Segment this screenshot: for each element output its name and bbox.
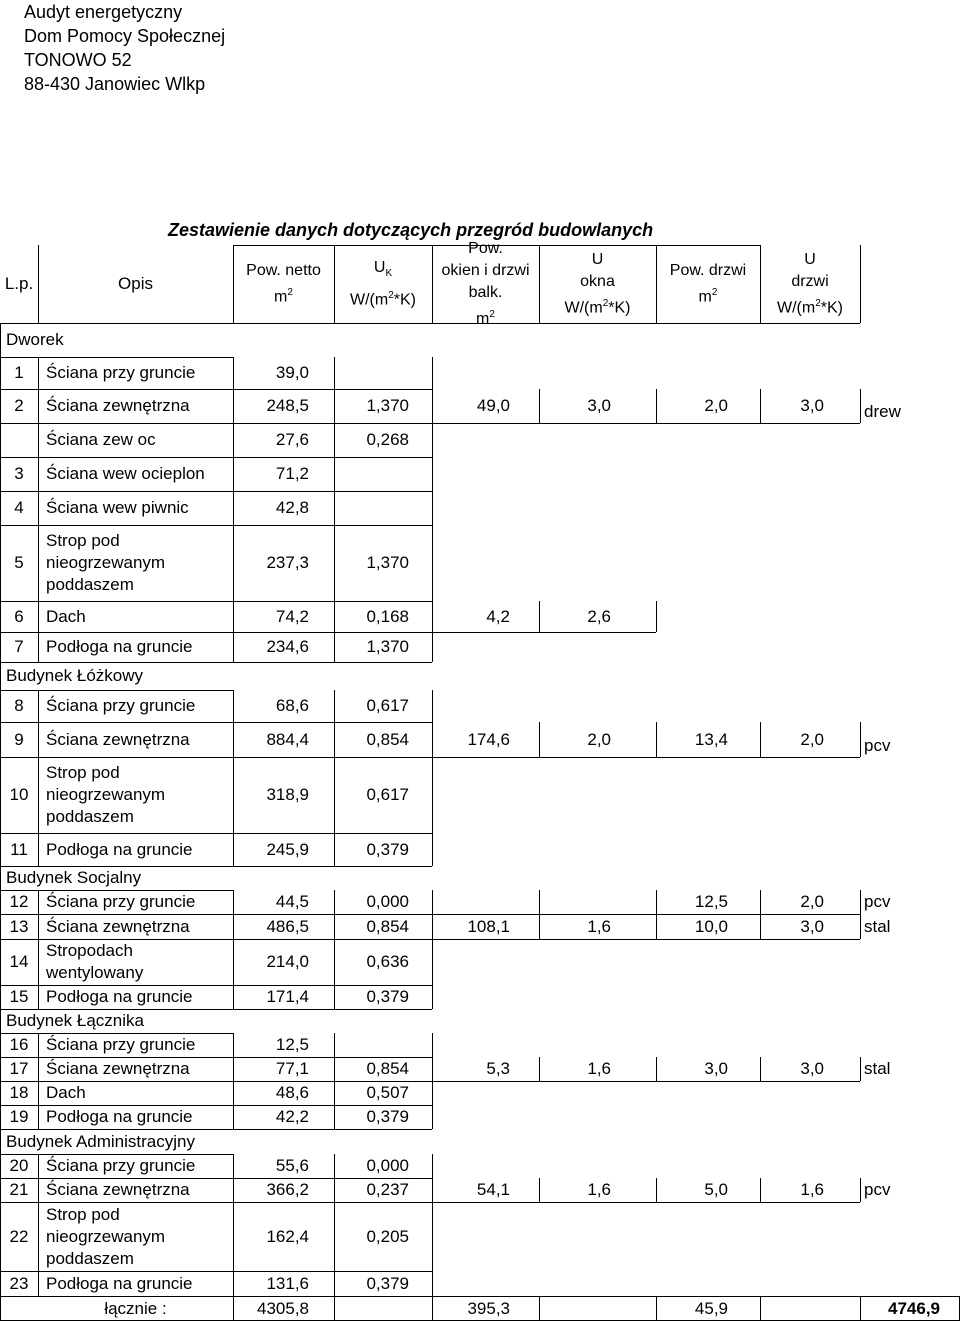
column-border xyxy=(760,914,761,939)
row-pow-okien: 54,1 xyxy=(476,1180,510,1199)
column-border xyxy=(432,757,433,833)
row-pow-drzwi: 12,5 xyxy=(694,892,728,911)
column-border xyxy=(334,1081,335,1105)
column-border xyxy=(334,985,335,1009)
row-opis: Ściana zew oc xyxy=(46,430,156,449)
column-border xyxy=(656,601,657,632)
row-material: stal xyxy=(864,916,891,936)
column-border xyxy=(539,601,540,632)
row-opis: Dach xyxy=(46,606,86,626)
column-border xyxy=(432,1271,433,1296)
row-opis-line: nieogrzewanym xyxy=(46,1226,166,1246)
row-uk: 0,854 xyxy=(366,1059,409,1078)
column-border xyxy=(432,423,433,457)
row-uk: 0,205 xyxy=(366,1226,409,1246)
column-border xyxy=(38,1105,39,1129)
row-material: pcv xyxy=(864,892,891,911)
column-border xyxy=(0,323,1,357)
column-border xyxy=(432,914,433,939)
row-pow-netto: 366,2 xyxy=(266,1180,309,1199)
row-uk: 0,237 xyxy=(366,1180,409,1199)
column-border xyxy=(38,1178,39,1202)
row-u-okna: 2,6 xyxy=(587,606,611,626)
row-opis: Dach xyxy=(46,1083,86,1102)
column-border xyxy=(334,357,335,389)
column-border xyxy=(38,985,39,1009)
column-border xyxy=(334,722,335,757)
column-border xyxy=(539,1178,540,1202)
row-uk: 1,370 xyxy=(366,637,409,656)
header-text: Pow. drzwi xyxy=(669,261,747,279)
column-border xyxy=(334,914,335,939)
row-u-okna: 1,6 xyxy=(587,1059,611,1078)
column-border xyxy=(432,601,433,632)
column-border xyxy=(334,939,335,985)
section-label-lozkowy: Budynek Łóżkowy xyxy=(6,666,144,685)
row-pow-netto: 42,8 xyxy=(275,498,309,517)
header-line-2: Dom Pomocy Społecznej xyxy=(24,26,226,46)
row-pow-netto: 248,5 xyxy=(266,396,309,415)
row-lp: 16 xyxy=(9,1035,29,1054)
header-text: 2 xyxy=(388,289,394,301)
row-opis: Ściana przy gruncie xyxy=(46,1156,196,1175)
row-uk: 0,854 xyxy=(366,916,409,936)
row-uk: 0,268 xyxy=(366,430,409,449)
column-border xyxy=(0,662,1,690)
column-border xyxy=(0,1129,1,1154)
header-text: 2 xyxy=(815,297,821,309)
row-material: pcv xyxy=(864,1180,891,1199)
header-text: Pow. netto xyxy=(246,261,321,279)
row-pow-netto: 214,0 xyxy=(266,952,309,971)
column-border xyxy=(38,722,39,757)
column-border xyxy=(38,457,39,491)
column-border xyxy=(539,914,540,939)
row-opis-line: nieogrzewanym xyxy=(46,553,166,572)
row-opis: Ściana przy gruncie xyxy=(46,696,196,715)
row-opis-line: nieogrzewanym xyxy=(46,785,166,804)
column-border xyxy=(334,389,335,423)
row-opis: Ściana zewnętrzna xyxy=(46,1059,190,1078)
totals-pow-drzwi: 45,9 xyxy=(694,1298,728,1318)
row-opis xyxy=(46,1202,233,1271)
column-border xyxy=(0,1296,1,1321)
row-lp: 17 xyxy=(9,1059,29,1078)
column-border xyxy=(432,1081,433,1105)
row-pow-drzwi: 13,4 xyxy=(694,729,728,749)
column-border xyxy=(38,939,39,985)
column-border xyxy=(38,1033,39,1057)
totals-sum: 4746,9 xyxy=(888,1298,940,1318)
row-lp: 21 xyxy=(9,1180,29,1199)
column-border xyxy=(432,1154,433,1178)
column-border xyxy=(38,632,39,662)
row-pow-netto: 74,2 xyxy=(275,606,309,626)
row-opis: Ściana wew piwnic xyxy=(46,498,189,517)
row-pow-netto: 77,1 xyxy=(275,1059,309,1078)
column-border xyxy=(38,1057,39,1081)
row-lp: 22 xyxy=(9,1226,29,1246)
column-border xyxy=(432,690,433,722)
header-u-drzwi xyxy=(760,245,860,323)
row-opis: Ściana przy gruncie xyxy=(46,363,196,382)
row-opis: Ściana przy gruncie xyxy=(46,892,196,911)
header-text: W/(m xyxy=(350,291,389,309)
row-pow-netto: 39,0 xyxy=(275,363,309,382)
column-border xyxy=(432,1178,433,1202)
column-border xyxy=(38,491,39,525)
column-border xyxy=(38,1202,39,1271)
row-uk xyxy=(334,357,409,389)
row-opis: Podłoga na gruncie xyxy=(46,839,193,859)
column-border xyxy=(334,1033,335,1057)
row-opis xyxy=(46,757,233,833)
header-pow-okien xyxy=(432,239,539,328)
column-border xyxy=(334,632,335,662)
row-uk: 1,370 xyxy=(366,396,409,415)
row-uk xyxy=(334,1033,409,1057)
row-uk: 0,507 xyxy=(366,1083,409,1102)
row-uk: 0,000 xyxy=(366,1156,409,1175)
column-border xyxy=(432,457,433,491)
section-label-administracyjny: Budynek Administracyjny xyxy=(6,1131,195,1151)
column-border xyxy=(38,525,39,601)
column-border xyxy=(860,890,861,914)
totals-label: łącznie : xyxy=(104,1298,167,1318)
column-border xyxy=(656,389,657,423)
row-opis: Ściana zewnętrzna xyxy=(46,916,190,936)
header-u-okna xyxy=(539,245,656,323)
totals-pow-netto: 4305,8 xyxy=(257,1298,309,1318)
row-u-okna: 3,0 xyxy=(587,396,611,415)
row-lp xyxy=(0,423,38,457)
section-label-dworek: Dworek xyxy=(6,330,64,349)
row-lp: 3 xyxy=(14,464,24,483)
column-border xyxy=(432,389,433,423)
header-text: okna xyxy=(580,272,615,290)
row-lp: 1 xyxy=(14,363,24,382)
row-opis: Ściana wew ocieplon xyxy=(46,464,205,483)
row-pow-netto: 68,6 xyxy=(275,696,309,715)
header-text: 2 xyxy=(602,297,609,309)
row-pow-netto: 48,6 xyxy=(275,1083,309,1102)
column-border xyxy=(432,833,433,866)
column-border xyxy=(334,1154,335,1178)
column-border xyxy=(760,1296,761,1321)
column-border xyxy=(860,389,861,423)
row-pow-netto: 162,4 xyxy=(266,1226,309,1246)
column-border xyxy=(38,690,39,722)
row-pow-netto: 71,2 xyxy=(275,464,309,483)
row-lp: 2 xyxy=(14,396,24,415)
row-lp: 12 xyxy=(9,892,29,911)
row-opis-line: Strop pod xyxy=(46,763,120,782)
row-pow-netto: 131,6 xyxy=(266,1273,309,1293)
row-u-drzwi: 2,0 xyxy=(800,729,824,749)
row-pow-netto: 234,6 xyxy=(266,637,309,656)
column-border xyxy=(432,632,433,662)
row-opis-line: Stropodach xyxy=(46,941,133,960)
column-border xyxy=(432,525,433,601)
column-border xyxy=(334,525,335,601)
header-line-4: 88-430 Janowiec Wlkp xyxy=(24,74,206,94)
header-text: Pow. xyxy=(468,239,503,257)
row-pow-netto: 884,4 xyxy=(266,729,309,749)
row-pow-netto: 55,6 xyxy=(275,1156,309,1175)
header-text: U xyxy=(591,250,604,268)
row-lp: 19 xyxy=(9,1107,29,1126)
row-pow-netto: 44,5 xyxy=(275,892,309,911)
column-border xyxy=(432,491,433,525)
column-border xyxy=(334,1057,335,1081)
row-lp: 7 xyxy=(14,637,24,656)
row-uk: 0,379 xyxy=(366,1273,409,1293)
row-opis: Podłoga na gruncie xyxy=(46,1273,193,1293)
row-u-okna: 2,0 xyxy=(587,729,611,749)
row-opis-line: Strop pod xyxy=(46,1204,120,1224)
column-border xyxy=(656,914,657,939)
column-border xyxy=(860,914,861,939)
row-uk xyxy=(334,491,409,525)
header-text: *K) xyxy=(393,291,416,309)
row-u-okna: 1,6 xyxy=(587,1180,611,1199)
column-border xyxy=(0,866,1,890)
row-pow-netto: 27,6 xyxy=(275,430,309,449)
row-lp: 10 xyxy=(9,785,29,804)
column-border xyxy=(38,890,39,914)
column-border xyxy=(760,389,761,423)
row-opis xyxy=(46,939,233,985)
row-uk: 0,617 xyxy=(366,696,409,715)
column-border xyxy=(38,1271,39,1296)
column-border xyxy=(539,890,540,914)
column-border xyxy=(656,890,657,914)
section-label-socjalny: Budynek Socjalny xyxy=(6,868,142,887)
row-uk: 0,168 xyxy=(366,606,409,626)
row-uk: 0,636 xyxy=(366,952,409,971)
column-border xyxy=(539,1057,540,1081)
row-pow-okien: 174,6 xyxy=(467,729,510,749)
column-border xyxy=(860,1178,861,1202)
row-opis: Ściana przy gruncie xyxy=(46,1035,196,1054)
column-border xyxy=(656,722,657,757)
header-text: W/(m xyxy=(777,299,816,317)
header-text: okien i drzwi xyxy=(441,261,530,279)
column-border xyxy=(38,1154,39,1178)
row-pow-drzwi: 2,0 xyxy=(704,396,728,415)
header-text: 2 xyxy=(711,286,718,298)
row-opis: Podłoga na gruncie xyxy=(46,1107,193,1126)
column-border xyxy=(334,1202,335,1271)
header-text: U xyxy=(804,250,816,268)
column-border xyxy=(760,890,761,914)
column-border xyxy=(334,1271,335,1296)
column-border xyxy=(334,890,335,914)
column-border xyxy=(656,1178,657,1202)
header-text: 2 xyxy=(489,308,495,320)
row-material: stal xyxy=(864,1059,891,1078)
row-opis: Ściana zewnętrzna xyxy=(46,729,190,749)
header-text: K xyxy=(385,267,393,279)
row-pow-drzwi: 3,0 xyxy=(704,1059,728,1078)
table-title: Zestawienie danych dotyczących przegród budowlanych xyxy=(168,220,654,240)
header-text: *K) xyxy=(820,299,843,317)
header-line-1: Audyt energetyczny xyxy=(24,2,183,22)
row-uk: 1,370 xyxy=(366,553,409,572)
row-pow-okien: 108,1 xyxy=(467,916,510,936)
column-border xyxy=(38,357,39,389)
row-opis: Ściana zewnętrzna xyxy=(46,396,190,415)
header-text: m xyxy=(274,288,288,306)
row-opis-line: Strop pod xyxy=(46,531,120,550)
column-border xyxy=(38,389,39,423)
column-border xyxy=(432,357,433,389)
row-pow-netto: 171,4 xyxy=(266,987,309,1006)
row-opis-line: poddaszem xyxy=(46,575,134,594)
row-pow-netto: 486,5 xyxy=(266,916,309,936)
column-border xyxy=(760,722,761,757)
column-border xyxy=(432,722,433,757)
row-pow-okien: 49,0 xyxy=(476,396,510,415)
row-uk xyxy=(334,457,409,491)
row-lp: 18 xyxy=(9,1083,29,1102)
column-border xyxy=(860,1057,861,1081)
header-lp: L.p. xyxy=(4,274,34,293)
row-lp: 20 xyxy=(9,1156,29,1175)
column-border xyxy=(38,914,39,939)
column-border xyxy=(539,722,540,757)
header-uk xyxy=(334,245,432,323)
row-pow-netto: 318,9 xyxy=(266,785,309,804)
row-opis: Podłoga na gruncie xyxy=(46,637,193,656)
row-lp: 4 xyxy=(14,498,24,517)
column-border xyxy=(334,601,335,632)
row-pow-netto: 245,9 xyxy=(266,839,309,859)
section-label-lacznika: Budynek Łącznika xyxy=(6,1011,144,1030)
column-border xyxy=(760,1057,761,1081)
row-material: pcv xyxy=(864,735,891,755)
row-opis-line: poddaszem xyxy=(46,1248,134,1268)
column-border xyxy=(432,1105,433,1129)
row-opis: Podłoga na gruncie xyxy=(46,987,193,1006)
header-pow-netto xyxy=(233,245,334,323)
row-pow-netto: 237,3 xyxy=(266,553,309,572)
column-border xyxy=(38,601,39,632)
column-border xyxy=(860,722,861,757)
column-border xyxy=(38,1081,39,1105)
row-pow-drzwi: 10,0 xyxy=(694,916,728,936)
column-border xyxy=(334,1178,335,1202)
row-lp: 13 xyxy=(9,916,29,936)
column-border xyxy=(334,757,335,833)
column-border xyxy=(860,245,861,323)
row-lp: 9 xyxy=(14,729,24,749)
column-border xyxy=(432,985,433,1009)
row-u-drzwi: 3,0 xyxy=(800,396,824,415)
row-lp: 8 xyxy=(14,696,24,715)
row-lp: 14 xyxy=(9,952,29,971)
row-u-okna: 1,6 xyxy=(587,916,611,936)
header-text: *K) xyxy=(608,299,631,317)
row-opis-line: wentylowany xyxy=(46,963,144,982)
column-border xyxy=(656,1057,657,1081)
header-text: balk. xyxy=(468,283,503,301)
row-uk: 0,854 xyxy=(366,729,409,749)
column-border xyxy=(0,1009,1,1033)
row-pow-drzwi: 5,0 xyxy=(704,1180,728,1199)
row-pow-okien: 5,3 xyxy=(486,1059,510,1078)
header-opis: Opis xyxy=(118,274,153,293)
header-text: U xyxy=(373,258,386,276)
column-border xyxy=(38,833,39,866)
row-u-drzwi: 1,6 xyxy=(800,1180,824,1199)
row-material: drew xyxy=(864,402,901,421)
column-border xyxy=(334,833,335,866)
column-border xyxy=(334,457,335,491)
header-text: W/(m xyxy=(564,299,603,317)
column-border xyxy=(760,1178,761,1202)
column-border xyxy=(432,1057,433,1081)
header-text: m xyxy=(698,288,712,306)
column-border xyxy=(334,690,335,722)
row-uk: 0,379 xyxy=(366,1107,409,1126)
header-text: drzwi xyxy=(791,272,829,290)
column-border xyxy=(432,939,433,985)
column-border xyxy=(38,423,39,457)
column-border xyxy=(539,389,540,423)
row-opis-line: poddaszem xyxy=(46,807,134,826)
column-border xyxy=(334,1296,335,1321)
column-border xyxy=(539,1296,540,1321)
row-opis xyxy=(46,525,233,601)
row-lp: 23 xyxy=(9,1273,29,1293)
row-lp: 5 xyxy=(14,553,24,572)
header-text: 2 xyxy=(287,286,293,298)
row-lp: 11 xyxy=(10,839,28,859)
column-border xyxy=(38,757,39,833)
row-opis: Ściana zewnętrzna xyxy=(46,1180,190,1199)
row-uk: 0,617 xyxy=(366,785,409,804)
row-pow-netto: 42,2 xyxy=(275,1107,309,1126)
header-line-3: TONOWO 52 xyxy=(24,50,132,70)
row-u-drzwi: 3,0 xyxy=(800,916,824,936)
totals-pow-okien: 395,3 xyxy=(467,1298,510,1318)
row-lp: 15 xyxy=(9,987,29,1006)
column-border xyxy=(432,1202,433,1271)
row-u-drzwi: 2,0 xyxy=(800,892,824,911)
column-border xyxy=(334,423,335,457)
column-border xyxy=(432,890,433,914)
row-pow-okien: 4,2 xyxy=(486,606,510,626)
column-border xyxy=(334,1105,335,1129)
row-u-drzwi: 3,0 xyxy=(800,1059,824,1078)
row-uk: 0,379 xyxy=(366,839,409,859)
header-text: m xyxy=(476,310,490,328)
column-border xyxy=(334,491,335,525)
row-uk: 0,000 xyxy=(366,892,409,911)
column-border xyxy=(432,1033,433,1057)
row-lp: 6 xyxy=(14,606,24,626)
header-pow-drzwi xyxy=(656,245,760,323)
row-uk: 0,379 xyxy=(366,987,409,1006)
row-pow-netto: 12,5 xyxy=(275,1035,309,1054)
